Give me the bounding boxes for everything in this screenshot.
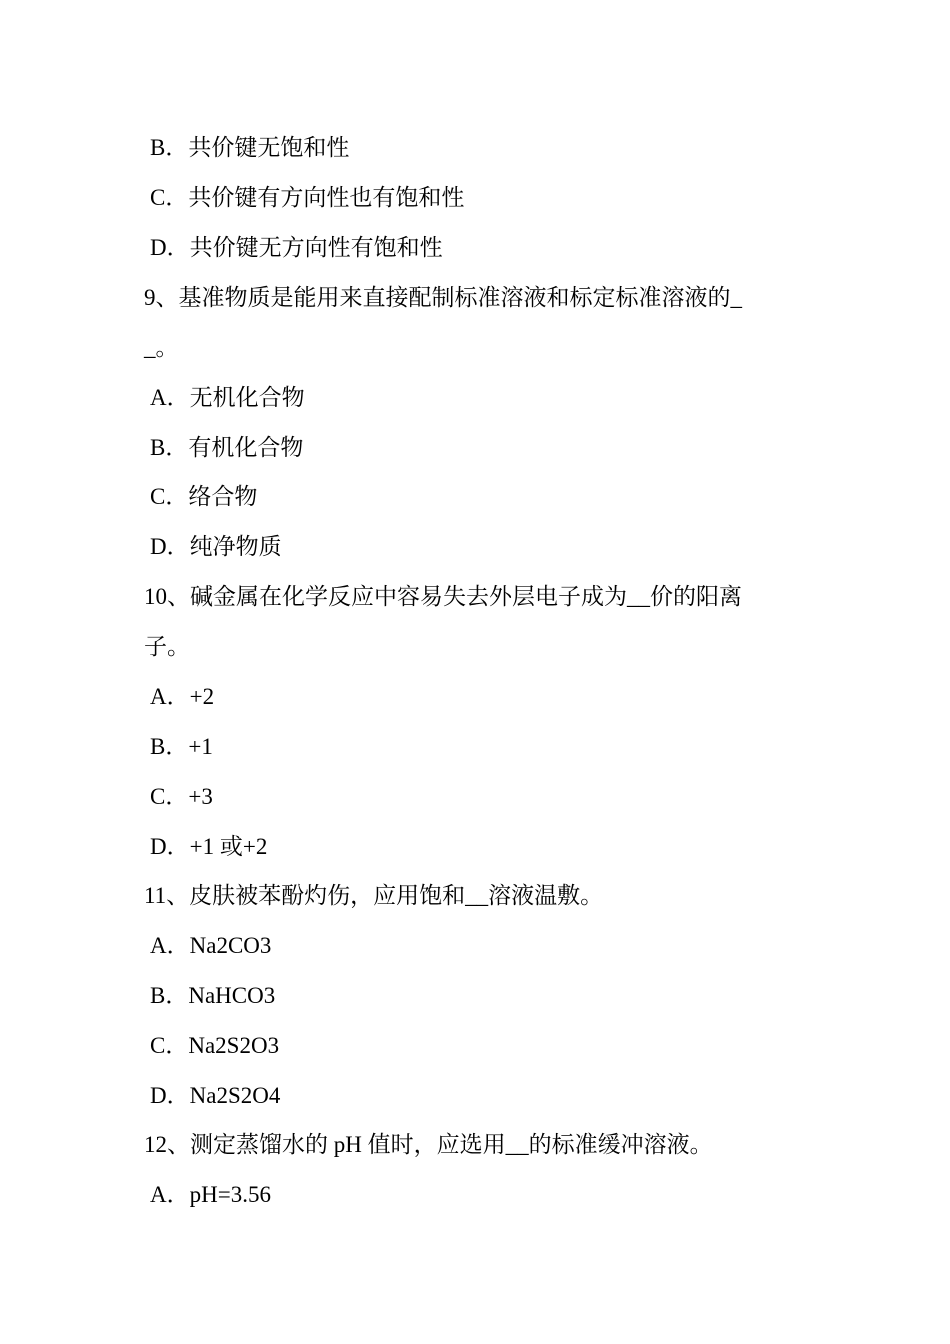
q10-option-d (150, 832, 267, 862)
option-label: B． (150, 983, 189, 1008)
q9-option-d (150, 532, 282, 562)
option-text: 有机化合物 (188, 435, 304, 460)
q12-option-a (150, 1180, 271, 1210)
option-label: D． (150, 834, 190, 859)
q8-option-c (150, 183, 464, 213)
option-label: D． (150, 1083, 190, 1108)
option-label: C． (150, 784, 189, 809)
option-text: Na2S2O3 (188, 1033, 280, 1058)
q9-option-c (150, 482, 257, 512)
option-text: 共价键无饱和性 (188, 135, 350, 160)
q9-stem-line-2: _。 (144, 335, 179, 360)
option-text: 纯净物质 (189, 534, 282, 559)
option-label: A． (150, 385, 190, 410)
option-label: C． (150, 1033, 189, 1058)
q9-stem-line-1: 9、基准物质是能用来直接配制标准溶液和标定标准溶液的_ (144, 285, 742, 310)
q10-option-b (150, 732, 213, 762)
option-text: 络合物 (188, 484, 258, 509)
option-label: A． (150, 684, 190, 709)
option-text: 共价键无方向性有饱和性 (189, 235, 443, 260)
option-text: NaHCO3 (188, 983, 276, 1008)
option-text: +3 (188, 784, 213, 809)
option-text: 共价键有方向性也有饱和性 (188, 185, 465, 210)
q8-option-d (150, 233, 443, 263)
option-label: A． (150, 1182, 190, 1207)
option-label: C． (150, 185, 189, 210)
q10-option-a (150, 682, 214, 712)
q8-option-b (150, 133, 349, 163)
option-label: D． (150, 534, 190, 559)
option-text: +1 或+2 (189, 834, 268, 859)
q11-option-d (150, 1081, 280, 1111)
option-label: C． (150, 484, 189, 509)
q12-stem-line-1: 12、测定蒸馏水的 pH 值时，应选用__的标准缓冲溶液。 (144, 1132, 713, 1157)
q11-option-b (150, 981, 275, 1011)
option-text: 无机化合物 (189, 385, 305, 410)
option-text: +1 (188, 734, 213, 759)
option-label: A． (150, 933, 190, 958)
option-label: B． (150, 135, 189, 160)
q9-option-a (150, 383, 305, 413)
option-text: +2 (189, 684, 215, 709)
option-label: D． (150, 235, 190, 260)
option-text: Na2S2O4 (189, 1083, 281, 1108)
option-text: Na2CO3 (189, 933, 272, 958)
option-label: B． (150, 435, 189, 460)
q10-option-c (150, 782, 213, 812)
option-text: pH=3.56 (189, 1182, 271, 1207)
q10-stem-line-1: 10、碱金属在化学反应中容易失去外层电子成为__价的阳离 (144, 584, 742, 609)
q11-stem-line-1: 11、皮肤被苯酚灼伤，应用饱和__溶液温敷。 (144, 883, 604, 908)
q9-option-b (150, 433, 303, 463)
option-label: B． (150, 734, 189, 759)
q10-stem-line-2: 子。 (144, 634, 190, 659)
q11-option-c (150, 1031, 279, 1061)
q11-option-a (150, 931, 271, 961)
